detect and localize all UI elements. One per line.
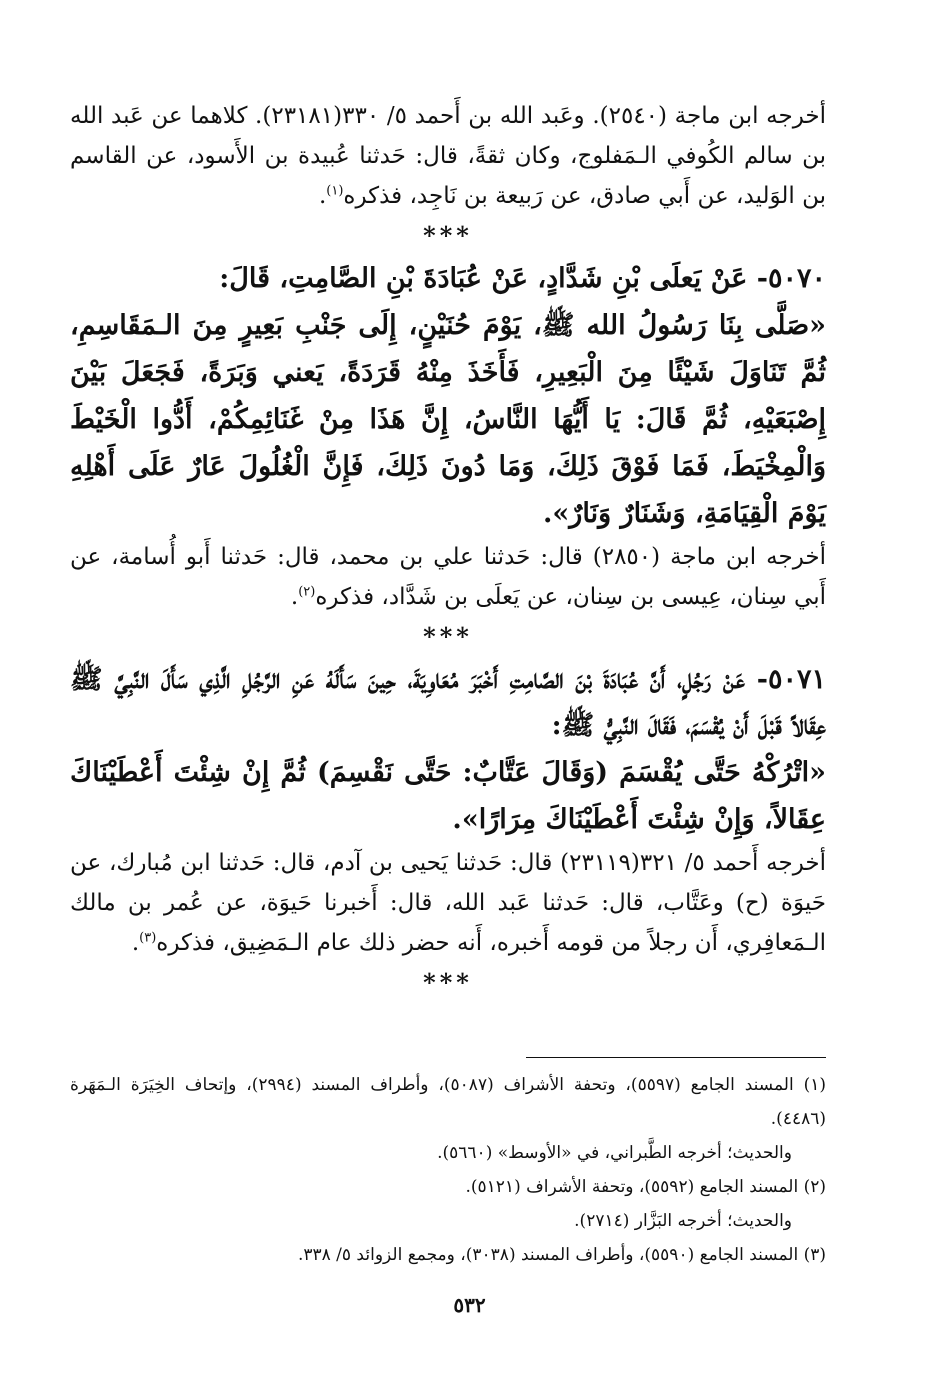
hadith-5071-matn: «اتْرُكْهُ حَتَّى يُقْسَمَ (وَقَالَ عَتَّابٌ: حَتَّى نَقْسِمَ) ثُمَّ إِنْ شِئْتَ أَعْطَيْنَاكَ عِقَالاً، وَإِنْ شِئْتَ أَعْطَيْنَاكَ مِرَارًا». bbox=[70, 757, 826, 835]
footnote-divider bbox=[526, 1057, 826, 1058]
footnote-ref[interactable]: (٢) bbox=[298, 584, 316, 600]
footnote-1-note: والحديث؛ أخرجه الطَّبراني، في «الأوسط» (٥٦٦٠). bbox=[437, 1143, 792, 1163]
footnote-1: (١) المسند الجامع (٥٥٩٧)، وتحفة الأشراف (٥٠٨٧)، وأطراف المسند (٢٩٩٤)، وإتحاف الخِيَرَة الـمَهَرة (٤٤٨٦). bbox=[70, 1075, 827, 1129]
takhrij-text: أخرجه أَحمد ٥/ ٣٢١(٢٣١١٩) قال: حَدثنا يَحيى بن آدم، قال: حَدثنا ابن مُبارك، عن حَيوَة (ح) وعَتَّاب، قال: حَدثنا عَبد الله، قال: أَخبرنا حَيوَة، عن عُمر بن مالك الـمَعافِري، أَن رجلاً من قومه أَخبره، أَنه حضر ذلك عام الـمَضِيق، فذكره bbox=[70, 850, 827, 956]
hadith-5071-header: ٥٠٧١- عَنْ رَجُلٍ، أَنَّ عُبَادَةَ بْنَ الصَّامِتِ أَخْبَرَ مُعَاوِيَةَ، حِينَ سَأَلَهُ عَنِ الرَّجُلِ الَّذِي سَأَلَ النَّبِيَّ ﷺ عِقَالاً قَبْلَ أَنْ يُقْسَمَ، فَقَالَ النَّبِيُّ ﷺ: bbox=[70, 664, 826, 741]
footnote-2: (٢) المسند الجامع (٥٥٩٢)، وتحفة الأشراف (٥١٢١). bbox=[465, 1177, 826, 1197]
section-separator: *** bbox=[423, 622, 473, 651]
footnotes-section bbox=[70, 1057, 826, 1272]
sentence-end: . bbox=[318, 183, 327, 209]
takhrij-text: أخرجه ابن ماجة (٢٥٤٠). وعَبد الله بن أَحمد ٥/ ٣٣٠(٢٣١٨١). كلاهما عن عَبد الله بن سالم الكُوفي الـمَفلوج، وكان ثقةً، قال: حَدثنا عُبيدة بن الأَسود، عن القاسم بن الوَليد، عن أَبي صادق، عن رَبيعة بن نَاجِد، فذكره bbox=[70, 103, 827, 209]
section-separator: *** bbox=[423, 968, 473, 997]
footnote-ref[interactable]: (٣) bbox=[139, 930, 157, 946]
sentence-end: . bbox=[131, 930, 140, 956]
footnote-3: (٣) المسند الجامع (٥٥٩٠)، وأطراف المسند (٣٠٣٨)، ومجمع الزوائد ٥/ ٣٣٨. bbox=[297, 1245, 826, 1265]
hadith-5070-matn: «صَلَّى بِنَا رَسُولُ الله ﷺ، يَوْمَ حُنَيْنٍ، إِلَى جَنْبِ بَعِيرٍ مِنَ الـمَقَاسِمِ، ثُمَّ تَنَاوَلَ شَيْئًا مِنَ الْبَعِيرِ، فَأَخَذَ مِنْهُ قَرَدَةً، يَعني وَبَرَةً، فَجَعَلَ بَيْنَ إِصْبَعَيْهِ، ثُمَّ قَالَ: يَا أَيُّهَا النَّاسُ، إِنَّ هَذَا مِنْ غَنَائِمِكُمْ، أَدُّوا الْخَيْطَ وَالْمِخْيَطَ، فَمَا فَوْقَ ذَلِكَ، وَمَا دُونَ ذَلِكَ، فَإِنَّ الْغُلُولَ عَارٌ عَلَى أَهْلِهِ يَوْمَ الْقِيَامَةِ، وَشَنَارٌ وَنَارٌ». bbox=[70, 310, 826, 529]
footnote-ref[interactable]: (١) bbox=[326, 183, 344, 199]
section-separator: *** bbox=[423, 221, 473, 250]
footnote-2-note: والحديث؛ أخرجه البَزَّار (٢٧١٤). bbox=[574, 1211, 792, 1231]
sentence-end: . bbox=[290, 584, 299, 610]
takhrij-paragraph-1 bbox=[70, 96, 826, 216]
hadith-5071-takhrij bbox=[70, 843, 826, 963]
hadith-5070-takhrij bbox=[70, 537, 826, 617]
page-number: ٥٣٢ bbox=[453, 1293, 486, 1317]
document-page bbox=[70, 96, 826, 1336]
hadith-5070-header: ٥٠٧٠- عَنْ يَعلَى بْنِ شَدَّادٍ، عَنْ عُبَادَةَ بْنِ الصَّامِتِ، قَالَ: bbox=[219, 263, 826, 294]
takhrij-text: أخرجه ابن ماجة (٢٨٥٠) قال: حَدثنا علي بن محمد، قال: حَدثنا أَبو أُسامة، عن أَبي سِنان، عِيسى بن سِنان، عن يَعلَى بن شَدَّاد، فذكره bbox=[70, 544, 826, 610]
